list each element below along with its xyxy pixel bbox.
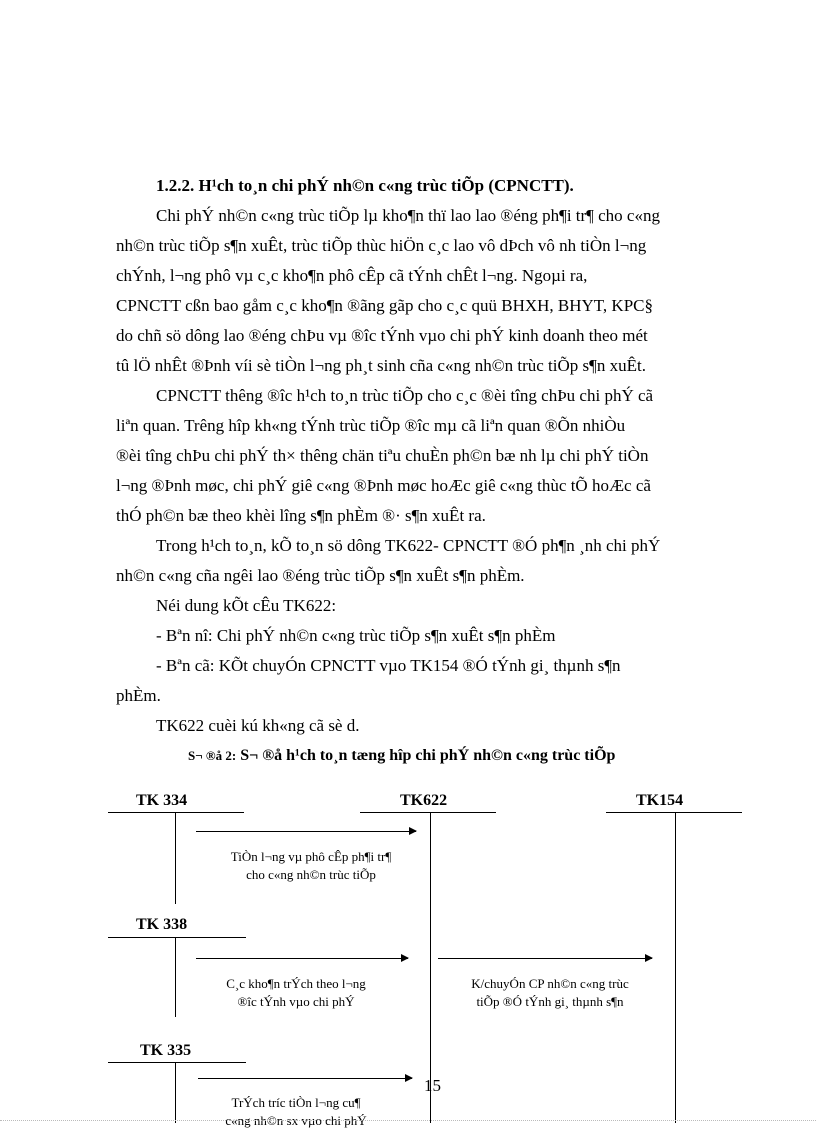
page-number: 15 [424, 1076, 441, 1095]
paragraph-line: CPNCTT cßn bao gåm c¸c kho¶n ®ãng gãp cho c¸c quü BHXH, BHYT, KPC§ [116, 296, 653, 315]
note-accrual-line-2: c«ng nh©n sx vµo chi phÝ [225, 1113, 367, 1128]
paragraph-line: tû lÖ nhÊt ®Þnh víi sè tiÒn l¬ng ph¸t sinh cña c«ng nh©n trùc tiÕp s¶n xuÊt. [116, 356, 646, 375]
arrow-tk335-to-tk622 [198, 1078, 412, 1079]
account-tk335-vertical [175, 1062, 176, 1123]
paragraph-line: Chi phÝ nh©n c«ng trùc tiÕp lµ kho¶n thï lao lao ®éng ph¶i tr¶ cho c«ng [156, 206, 660, 225]
arrow-tk622-to-tk154 [438, 958, 652, 959]
account-tk335-line [108, 1062, 246, 1063]
account-tk334-vertical [175, 812, 176, 904]
section-heading: 1.2.2. H¹ch to¸n chi phÝ nh©n c«ng trùc tiÕp (CPNCTT). [156, 176, 574, 195]
paragraph-line: do chñ sö dông lao ®éng chÞu vµ ®îc tÝnh vµo chi phÝ kinh doanh theo mét [116, 326, 648, 345]
account-tk622-line [360, 812, 496, 813]
note-wages-line-1: TiÒn l¬ng vµ phô cÊp ph¶i tr¶ [230, 849, 392, 864]
note-wages-line-2: cho c«ng nh©n trùc tiÕp [246, 867, 376, 882]
note-accrual [186, 1094, 406, 1130]
note-deductions-line-2: ®îc tÝnh vµo chi phÝ [237, 994, 355, 1009]
paragraph-line: Trong h¹ch to¸n, kÕ to¸n sö dông TK622- CPNCTT ®Ó ph¶n ¸nh chi phÝ [156, 536, 661, 555]
note-wages [186, 848, 436, 884]
account-tk154-line [606, 812, 742, 813]
arrow-tk338-to-tk622 [196, 958, 408, 959]
diagram-caption [188, 746, 615, 766]
account-tk338-vertical [175, 937, 176, 1017]
diagram-caption-title: S¬ ®å h¹ch to¸n tæng hîp chi phÝ nh©n c«ng trùc tiÕp [240, 747, 616, 764]
account-label-tk334: TK 334 [136, 792, 188, 809]
paragraph-line: liªn quan. Trêng hîp kh«ng tÝnh trùc tiÕp ®îc mµ cã liªn quan ®Õn nhiÒu [116, 416, 626, 435]
paragraph-line: chÝnh, l¬ng phô vµ c¸c kho¶n phô cÊp cã tÝnh chÊt l¬ng. Ngoµi ra, [116, 266, 588, 285]
account-tk338-line [108, 937, 246, 938]
page-bottom-divider [0, 1120, 816, 1121]
note-transfer-line-2: tiÕp ®Ó tÝnh gi¸ thµnh s¶n [476, 994, 624, 1009]
note-transfer [440, 975, 660, 1011]
arrow-tk334-to-tk622 [196, 831, 416, 832]
paragraph-line: Néi dung kÕt cÊu TK622: [156, 596, 337, 615]
account-label-tk154: TK154 [636, 792, 684, 809]
paragraph-line: ®èi tîng chÞu chi phÝ th× thêng chän tiªu chuÈn ph©n bæ nh lµ chi phÝ tiÒn [116, 446, 649, 465]
note-transfer-line-1: K/chuyÓn CP nh©n c«ng trùc [471, 976, 629, 991]
paragraph-line: thÓ ph©n bæ theo khèi lîng s¶n phÈm ®· s¶n xuÊt ra. [116, 506, 486, 525]
note-accrual-line-1: TrÝch tríc tiÒn l¬ng cu¶ [231, 1095, 361, 1110]
note-deductions-line-1: C¸c kho¶n trÝch theo l¬ng [226, 976, 366, 991]
paragraph-line: - Bªn nî: Chi phÝ nh©n c«ng trùc tiÕp s¶n xuÊt s¶n phÈm [156, 626, 556, 645]
paragraph-line: l¬ng ®Þnh møc, chi phÝ giê c«ng ®Þnh møc hoÆc giê c«ng thùc tÕ hoÆc cã [116, 476, 651, 495]
account-label-tk622: TK622 [400, 792, 448, 809]
paragraph-line: - Bªn cã: KÕt chuyÓn CPNCTT vµo TK154 ®Ó tÝnh gi¸ thµnh s¶n [156, 656, 621, 675]
account-label-tk338: TK 338 [136, 916, 188, 933]
account-label-tk335: TK 335 [140, 1042, 192, 1059]
paragraph-line: TK622 cuèi kú kh«ng cã sè d. [156, 716, 360, 735]
diagram-caption-prefix: S¬ ®å 2: [188, 748, 237, 763]
paragraph-line: phÈm. [116, 686, 161, 705]
account-tk334-line [108, 812, 244, 813]
account-tk154-vertical [675, 812, 676, 1123]
paragraph-line: CPNCTT thêng ®îc h¹ch to¸n trùc tiÕp cho c¸c ®èi tîng chÞu chi phÝ cã [156, 386, 654, 405]
paragraph-line: nh©n c«ng cña ngêi lao ®éng trùc tiÕp s¶n xuÊt s¶n phÈm. [116, 566, 525, 585]
note-deductions [186, 975, 406, 1011]
paragraph-line: nh©n trùc tiÕp s¶n xuÊt, trùc tiÕp thùc hiÖn c¸c lao vô dÞch vô nh tiÒn l¬ng [116, 236, 647, 255]
